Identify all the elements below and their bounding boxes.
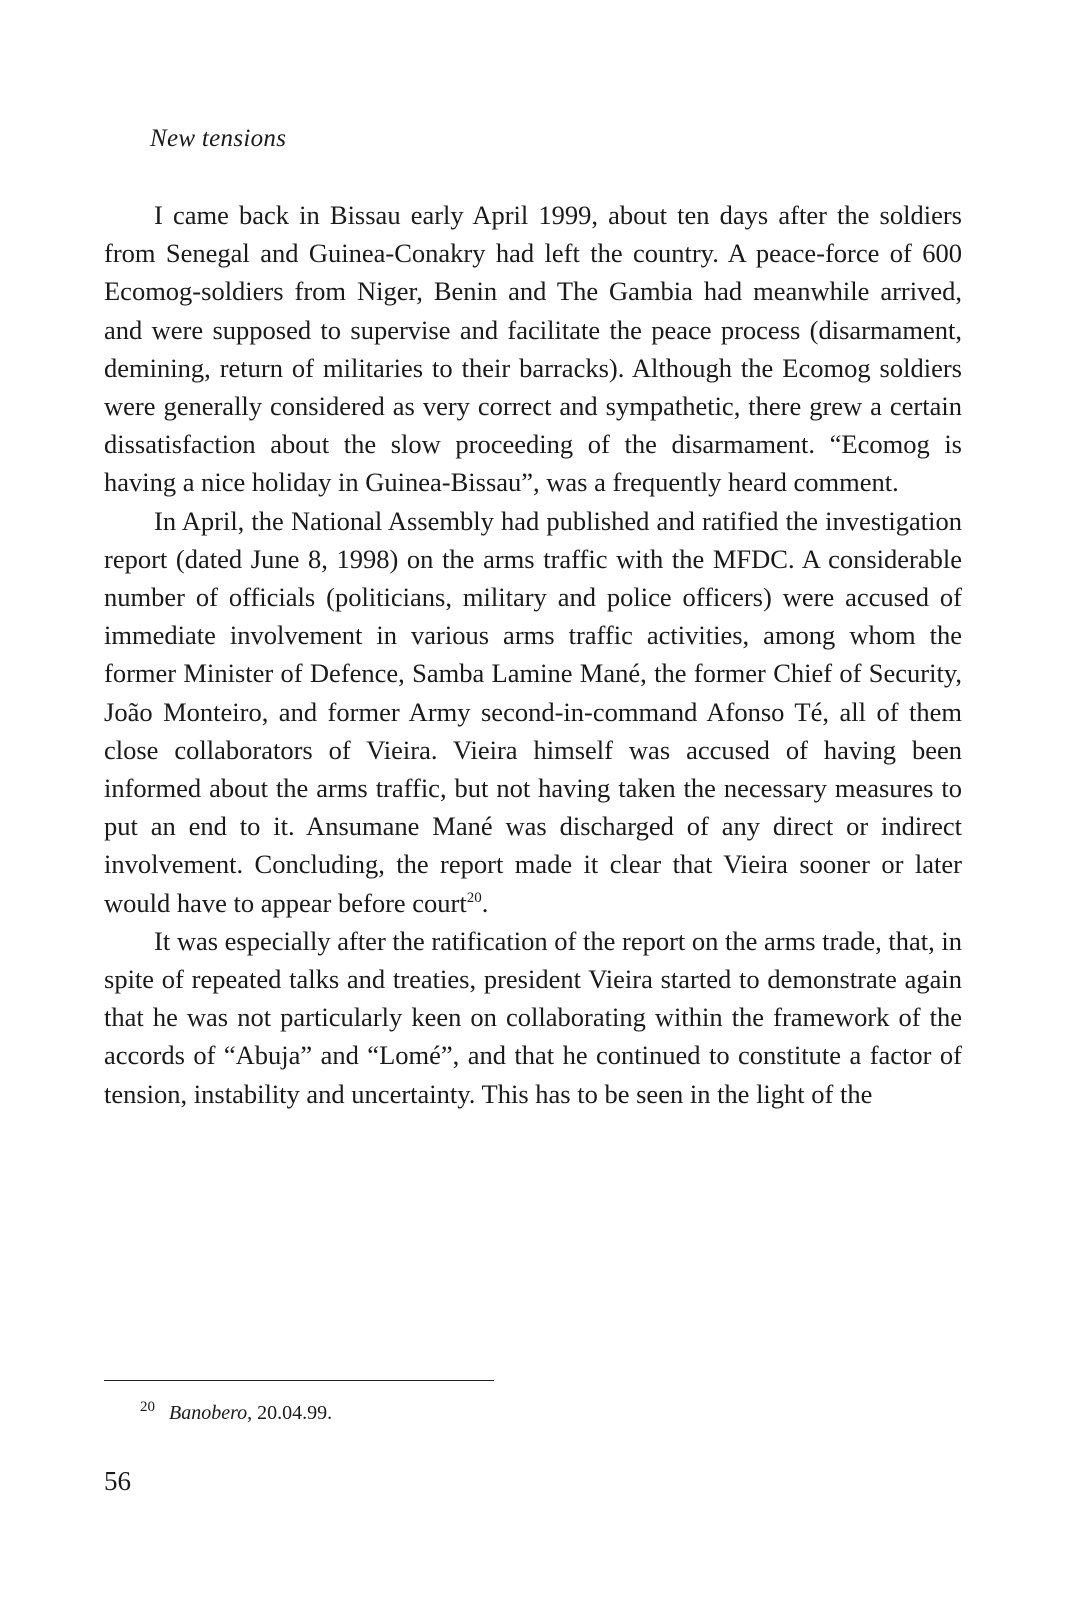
footnote-source: Banobero [169,1402,248,1424]
footnote-number: 20 [140,1399,155,1416]
paragraph-2-end: . [481,887,489,918]
section-title: New tensions [150,125,287,152]
body-text [104,196,962,1113]
page-number: 56 [104,1466,131,1496]
paragraph-2 [104,502,962,922]
footnote-date: , 20.04.99. [247,1402,333,1424]
footnote-reference[interactable]: 20 [466,889,482,906]
paragraph-3: It was especially after the ratification of the report on the arms trade, that, in spite of repeated talks and treaties, president Vieira started to demonstrate again that he was not particularly keen on collaborating within the framework of the accords of “Abuja” and “Lomé”, and that he continued to constitute a factor of tension, instability and uncertainty. This has to be seen in the light of the [104,925,962,1109]
paragraph-2-text: In April, the National Assembly had published and ratified the investigation report (dated June 8, 1998) on the arms traffic with the MFDC. A considerable number of officials (politicians, military and police officers) were accused of immediate involvement in various arms traffic activities, among whom the former Minister of Defence, Samba Lamine Mané, the former Chief of Security, João Monteiro, and former Army second-in-command Afonso Té, all of them close collaborators of Vieira. Vieira himself was accused of having been informed about the arms traffic, but not having taken the necessary measures to put an end to it. Ansumane Mané was discharged of any direct or indirect involvement. Concluding, the report made it clear that Vieira sooner or later would have to appear before court [104,505,962,918]
paragraph-1: I came back in Bissau early April 1999, about ten days after the soldiers from Senegal and Guinea-Conakry had left the country. A peace-force of 600 Ecomog-soldiers from Niger, Benin and The Gambia had meanwhile arrived, and were supposed to supervise and facilitate the peace process (disarmament, demining, return of militaries to their barracks). Although the Ecomog soldiers were generally considered as very correct and sympathetic, there grew a certain dissatisfaction about the slow proceeding of the disarmament. “Ecomog is having a nice holiday in Guinea-Bissau”, was a frequently heard comment. [104,200,962,498]
footnote-divider [104,1380,494,1381]
footnote [140,1399,333,1425]
